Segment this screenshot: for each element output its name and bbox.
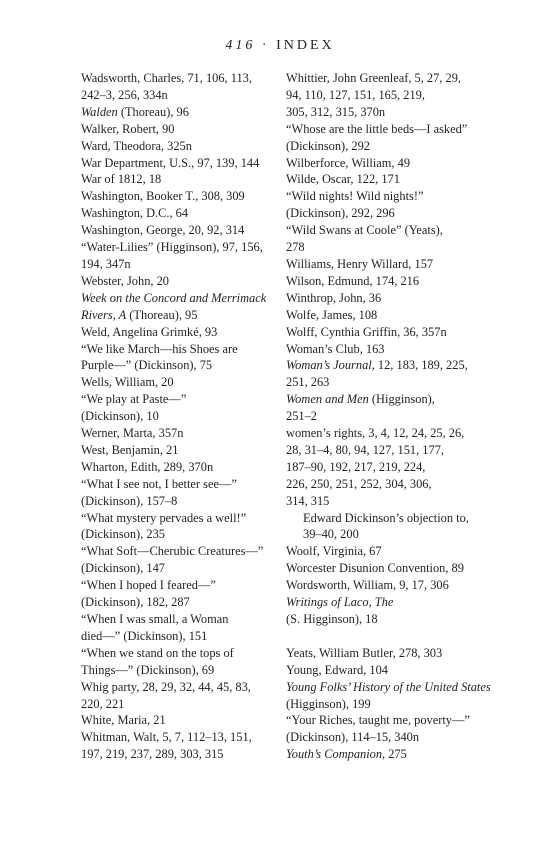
index-column-left: [81, 70, 283, 763]
index-entry-line: Walker, Robert, 90: [81, 121, 175, 136]
index-entry: [81, 729, 283, 763]
index-entry-line: “Your Riches, taught me, poverty—”: [286, 713, 470, 728]
index-entry-line: Young Folks’ History of the United States: [286, 679, 491, 694]
index-entry: [286, 357, 488, 391]
header-separator: ·: [261, 38, 270, 53]
index-entry-line: Rivers, A (Thoreau), 95: [81, 307, 198, 322]
index-entry-line: Washington, Booker T., 308, 309: [81, 189, 245, 204]
index-entry-line: 39–40, 200: [303, 527, 359, 542]
page-number: 416: [225, 38, 256, 53]
index-entry-line: (Dickinson), 10: [81, 409, 159, 424]
index-entry-line: (Dickinson), 157–8: [81, 493, 178, 508]
index-entry-line: Whittier, John Greenleaf, 5, 27, 29,: [286, 71, 461, 85]
index-entry-line: Washington, D.C., 64: [81, 206, 189, 221]
index-entry-line: Young, Edward, 104: [286, 662, 388, 677]
index-entry: [81, 543, 283, 577]
index-entry: [286, 171, 488, 188]
index-entry: [81, 611, 283, 645]
index-entry-line: Woman’s Journal, 12, 183, 189, 225,: [286, 358, 468, 373]
index-entry-line: Washington, George, 20, 92, 314: [81, 223, 245, 238]
index-entry-line: Youth’s Companion, 275: [286, 747, 407, 762]
index-entry-line: Yeats, William Butler, 278, 303: [286, 645, 443, 660]
index-entry-line: Whitman, Walt, 5, 7, 112–13, 151,: [81, 730, 252, 745]
index-entry-line: Whig party, 28, 29, 32, 44, 45, 83,: [81, 679, 251, 694]
index-entry: [81, 104, 283, 121]
index-entry-line: (Dickinson), 235: [81, 527, 165, 542]
index-entry-line: 94, 110, 127, 151, 165, 219,: [286, 87, 425, 102]
index-entry-line: Woman’s Club, 163: [286, 341, 385, 356]
index-entry: [286, 121, 488, 155]
running-header: [0, 38, 560, 54]
index-entry-line: “Wild Swans at Coole” (Yeats),: [286, 223, 443, 238]
index-entry-line: White, Maria, 21: [81, 713, 166, 728]
index-entry-line: Week on the Concord and Merrimack: [81, 290, 267, 305]
index-entry: [286, 307, 488, 324]
index-entry: [286, 645, 488, 662]
index-entry: [286, 679, 491, 713]
index-entry: [81, 459, 283, 476]
index-entry: [286, 560, 488, 577]
index-entry-line: “When we stand on the tops of: [81, 645, 234, 660]
index-entry-line: (Dickinson), 292: [286, 138, 370, 153]
index-entry-line: Weld, Angelina Grimké, 93: [81, 324, 218, 339]
index-entry-line: Wilde, Oscar, 122, 171: [286, 172, 400, 187]
index-entry-line: died—” (Dickinson), 151: [81, 628, 208, 643]
index-entry: [81, 679, 283, 713]
index-entry-line: (Dickinson), 147: [81, 561, 165, 576]
index-entry: [286, 273, 488, 290]
index-entry-line: Wolfe, James, 108: [286, 307, 378, 322]
index-entry: [81, 442, 283, 459]
index-entry: [81, 290, 283, 324]
index-entry: [286, 594, 488, 628]
index-entry: [81, 138, 283, 155]
index-entry-line: 251–2: [286, 409, 317, 424]
index-entry-line: “What I see not, I better see—”: [81, 476, 237, 491]
index-entry-line: Things—” (Dickinson), 69: [81, 662, 215, 677]
index-entry: [286, 577, 488, 594]
index-entry-line: “When I hoped I feared—”: [81, 578, 216, 593]
index-entry-line: 305, 312, 315, 370n: [286, 104, 386, 119]
index-entry: [286, 188, 488, 222]
index-entry: [81, 171, 283, 188]
index-entry: [286, 290, 488, 307]
index-column-right: [286, 70, 491, 763]
index-entry: [286, 70, 488, 121]
index-entry-line: Edward Dickinson’s objection to,: [303, 510, 469, 525]
index-entry-line: “Wild nights! Wild nights!”: [286, 189, 424, 204]
index-entry-line: War Department, U.S., 97, 139, 144: [81, 155, 260, 170]
index-entry: [286, 324, 488, 341]
index-entry-line: Wells, William, 20: [81, 375, 174, 390]
index-entry-line: 226, 250, 251, 252, 304, 306,: [286, 476, 432, 491]
index-entry-line: Wilberforce, William, 49: [286, 155, 411, 170]
index-subentry: [286, 510, 488, 544]
index-entry-line: 314, 315: [286, 493, 330, 508]
index-entry: [81, 205, 283, 222]
index-entry: [81, 341, 283, 375]
index-entry-line: 220, 221: [81, 696, 125, 711]
index-entry-line: Wilson, Edmund, 174, 216: [286, 273, 420, 288]
index-entry-line: (Dickinson), 182, 287: [81, 595, 190, 610]
index-entry: [286, 662, 488, 679]
index-entry-line: 251, 263: [286, 375, 330, 390]
letter-group-gap: [286, 628, 488, 645]
index-entry: [81, 425, 283, 442]
index-entry-line: Worcester Disunion Convention, 89: [286, 561, 464, 576]
index-entry-line: Walden (Thoreau), 96: [81, 104, 189, 119]
index-entry-line: “Water-Lilies” (Higginson), 97, 156,: [81, 240, 263, 255]
index-entry-line: “What mystery pervades a well!”: [81, 510, 247, 525]
section-title: INDEX: [276, 38, 335, 53]
index-entry: [286, 341, 488, 358]
index-entry-line: 242–3, 256, 334n: [81, 87, 168, 102]
index-entry-line: “We play at Paste—”: [81, 392, 187, 407]
index-entry: [81, 70, 283, 104]
index-entry-line: “We like March—his Shoes are: [81, 341, 238, 356]
index-entry-line: Wharton, Edith, 289, 370n: [81, 459, 214, 474]
index-entry: [81, 510, 283, 544]
index-entry-line: Women and Men (Higginson),: [286, 392, 435, 407]
index-entry-line: Winthrop, John, 36: [286, 290, 382, 305]
index-entry-line: 278: [286, 240, 305, 255]
index-entry: [286, 746, 488, 763]
index-entry: [81, 391, 283, 425]
index-entry: [286, 543, 488, 560]
index-entry: [81, 121, 283, 138]
index-entry-line: War of 1812, 18: [81, 172, 162, 187]
index-entry-line: Woolf, Virginia, 67: [286, 544, 382, 559]
index-entry-line: 194, 347n: [81, 256, 131, 271]
index-entry-line: (S. Higginson), 18: [286, 612, 378, 626]
index-entry-line: Purple—” (Dickinson), 75: [81, 358, 213, 373]
index-entry-line: “Whose are the little beds—I asked”: [286, 121, 468, 136]
index-entry-line: “What Soft—Cherubic Creatures—”: [81, 544, 264, 559]
index-entry-line: Webster, John, 20: [81, 273, 169, 288]
index-entry: [286, 391, 488, 425]
index-entry-line: Wolff, Cynthia Griffin, 36, 357n: [286, 324, 447, 339]
index-entry: [81, 476, 283, 510]
index-entry-line: 197, 219, 237, 289, 303, 315: [81, 747, 224, 762]
index-entry-line: Ward, Theodora, 325n: [81, 138, 192, 153]
index-entry-line: Werner, Marta, 357n: [81, 426, 184, 441]
index-entry-line: (Dickinson), 292, 296: [286, 206, 395, 221]
index-entry-line: Williams, Henry Willard, 157: [286, 256, 434, 271]
index-entry-line: Wadsworth, Charles, 71, 106, 113,: [81, 71, 252, 85]
index-entry: [286, 222, 488, 256]
index-entry: [81, 222, 283, 239]
index-entry: [81, 374, 283, 391]
index-entry: [286, 425, 488, 510]
index-entry: [81, 712, 283, 729]
index-entry-line: (Dickinson), 114–15, 340n: [286, 730, 420, 745]
index-entry: [81, 645, 283, 679]
index-entry: [81, 577, 283, 611]
index-entry: [81, 155, 283, 172]
index-entry-line: women’s rights, 3, 4, 12, 24, 25, 26,: [286, 426, 465, 441]
index-entry: [286, 712, 488, 746]
index-entry: [286, 256, 488, 273]
index-entry: [286, 155, 488, 172]
index-entry-line: “When I was small, a Woman: [81, 612, 229, 626]
index-entry: [81, 188, 283, 205]
index-entry: [81, 239, 283, 273]
index-entry: [81, 324, 283, 341]
index-entry-line: (Higginson), 199: [286, 696, 371, 711]
index-entry-line: West, Benjamin, 21: [81, 442, 179, 457]
index-entry-line: 187–90, 192, 217, 219, 224,: [286, 459, 426, 474]
index-entry-line: Wordsworth, William, 9, 17, 306: [286, 578, 449, 593]
index-entry: [81, 273, 283, 290]
index-entry-line: 28, 31–4, 80, 94, 127, 151, 177,: [286, 442, 444, 457]
index-entry-line: Writings of Laco, The: [286, 595, 394, 610]
